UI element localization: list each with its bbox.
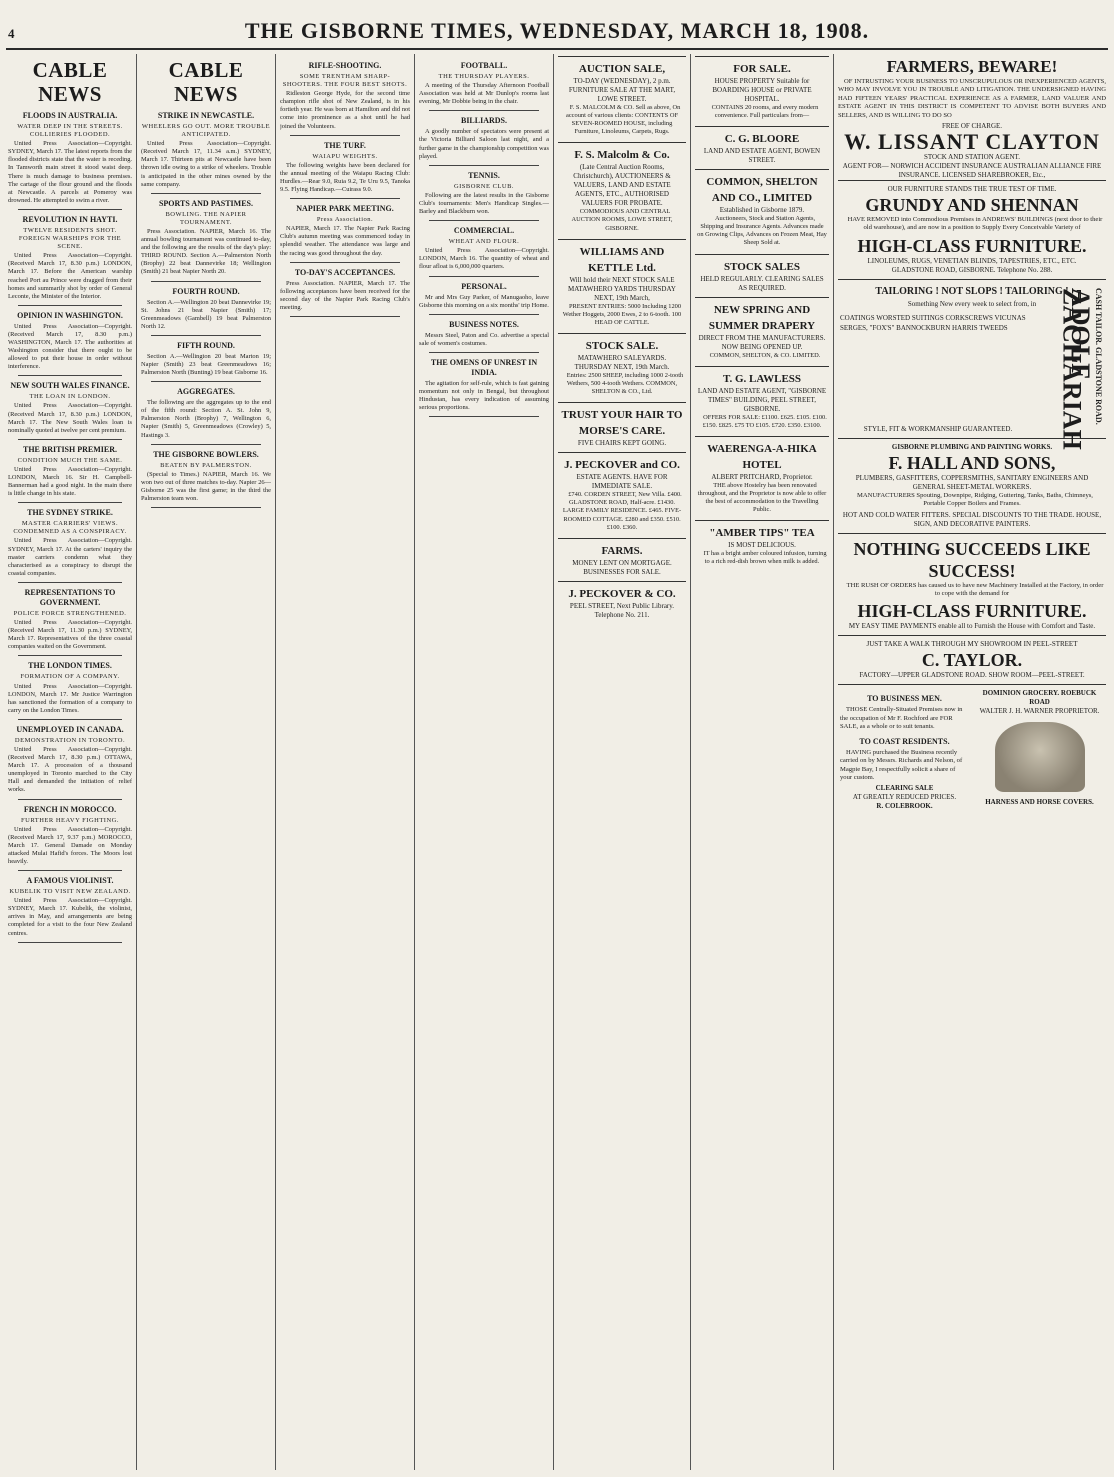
column-divider	[275, 54, 276, 1470]
section-heading: CABLE NEWS	[168, 58, 244, 106]
article	[280, 141, 410, 199]
article	[8, 508, 132, 583]
article-subheading: BEATEN BY PALMERSTON.	[160, 461, 252, 469]
zachariah-vertical-name: ADOLF ZACHARIAH	[1057, 287, 1095, 450]
article-headline: THE GISBORNE BOWLERS.	[153, 449, 259, 459]
article-divider	[151, 381, 261, 382]
clearing-sub: AT GREATLY REDUCED PRICES.	[852, 793, 957, 802]
article-divider	[290, 316, 400, 317]
article-subheading: FURTHER HEAVY FIGHTING.	[21, 816, 119, 824]
article-divider	[18, 870, 122, 871]
article	[280, 61, 410, 136]
masthead	[0, 0, 1114, 48]
success-sub: MY EASY TIME PAYMENTS enable all to Furnish the House with Comfort and Taste.	[848, 622, 1096, 631]
article-divider	[151, 444, 261, 445]
article-body: Section A.—Wellington 20 beat Marton 19; Napier (Smith) 23 beat Greenmeadows 16; Palmerston North (Bunting) 19 beat Gisborne 16.	[141, 352, 271, 377]
article-divider	[151, 193, 261, 194]
ad-subheading: IS MOST DELICIOUS.	[728, 541, 796, 550]
ad-heading: WILLIAMS AND KETTLE Ltd.	[579, 245, 665, 274]
ad-subheading: HELD REGULARLY. CLEARING SALES AS REQUIRED.	[700, 274, 824, 292]
advertisement	[558, 333, 686, 402]
ad-subheading: Established in Gisborne 1879.	[719, 206, 805, 215]
column-divider	[553, 54, 554, 1470]
hall-heading: GISBORNE PLUMBING AND PAINTING WORKS.	[891, 442, 1053, 451]
ad-heading: F. S. Malcolm & Co.	[574, 149, 670, 162]
farmers-text: OF INTRUSTING YOUR BUSINESS TO UNSCRUPULOUS OR INEXPERIENCED AGENTS, WHO MAY INVOLVE YOU IN TROUBLE AND LITIGATION. THE UNDERSIGNED HAVING HAD FIFTEEN YEARS' PRACTICAL EXPERIENCE AS A FARMER, LAND VALUER AND ESTATE AGENT IN THIS DISTRICT IS COMPETENT TO ADVISE BOTH BUYERS AND SELLERS, AND IS WILLING TO DO SO	[838, 78, 1106, 119]
success-furniture: HIGH-CLASS FURNITURE.	[857, 601, 1087, 622]
article-list	[141, 111, 271, 508]
article-body: United Press Association—Copyright. (Received March 17, 8.30 p.m.) LONDON, March 17. The New South Wales loan is nominally quoted at twelve per cent premium.	[8, 402, 132, 434]
article	[141, 387, 271, 444]
column-1-cable-news	[8, 56, 132, 1468]
article-body: The agitation for self-rule, which is fast gaining momentum not only in Bengal, but throughout Hindustan, has every indication of assuming serious proportions.	[419, 379, 549, 412]
hall-name: F. HALL AND SONS,	[888, 452, 1056, 473]
advertisement	[558, 538, 686, 581]
article-body: Messrs Steel, Paton and Co. advertise a special sale of women's costumes.	[419, 331, 549, 347]
ad-body: Entries: 2500 SHEEP, including 1000 2-tooth Wethers, 500 4-tooth Wethers. COMMON, SHELTON & CO., Ltd.	[566, 371, 684, 396]
article-headline: BILLIARDS.	[460, 116, 507, 126]
ad-subheading: FIVE CHAIRS KEPT GOING.	[577, 439, 667, 448]
article-body: United Press Association—Copyright. (Received March 17, 9.37 p.m.) MOROCCO, March 17. General Damade on Monday attacked Mulai Hafid's forces. The Moors lost heavily.	[8, 825, 132, 865]
article-body: United Press Association—Copyright. LONDON, March 16. The quantity of wheat and flour afloat is 6,000,000 quarters.	[419, 247, 549, 271]
farmers-beware-heading: FARMERS, BEWARE!	[886, 57, 1058, 76]
article-body: United Press Association—Copyright. SYDNEY, March 17. At the carters' inquiry the master carriers condemn what they characterised as a conspiracy to disrupt the coastal companies.	[8, 537, 132, 577]
ad-heading: WAERENGA-A-HIKA HOTEL	[707, 442, 817, 471]
advertisement	[558, 239, 686, 333]
article-headline: STRIKE IN NEWCASTLE.	[157, 111, 255, 120]
article-headline: UNEMPLOYED IN CANADA.	[16, 724, 124, 734]
article-list	[280, 61, 410, 317]
advertisement	[558, 56, 686, 142]
taylor-sub: FACTORY—UPPER GLADSTONE ROAD. SHOW ROOM—PEEL-STREET.	[859, 671, 1085, 680]
newspaper-title: THE GISBORNE TIMES, WEDNESDAY, MARCH 18, 1908.	[244, 18, 870, 43]
ad-heading: FARMS.	[601, 544, 643, 557]
article-list	[8, 111, 132, 943]
column-divider	[136, 54, 137, 1470]
article-subheading: WAIAPU WEIGHTS.	[312, 152, 378, 160]
article-body: The following are the aggregates up to the end of the fifth round: Section A. St. John 9, Palmerston North (Brophy) 7, Wellington 6, Napier (Smith) 5, Greenmeadows (Crowley) 5, Hastings 3.	[141, 399, 271, 439]
article	[141, 450, 271, 508]
article-divider	[429, 165, 539, 166]
ad-body: IT has a bright amber coloured infusion, turning to a rich red-dish brown when milk is added.	[703, 550, 827, 566]
article-headline: BUSINESS NOTES.	[449, 319, 519, 329]
article	[8, 805, 132, 872]
clayton-subtitle: STOCK AND STATION AGENT.	[923, 153, 1021, 162]
article-subheading: WHEAT AND FLOUR.	[448, 238, 520, 246]
ad-subheading: MONEY LENT ON MORTGAGE. BUSINESSES FOR SALE.	[572, 558, 672, 576]
advertisement	[695, 366, 829, 436]
business-heading: TO BUSINESS MEN.	[867, 694, 942, 704]
article-headline: AGGREGATES.	[177, 387, 235, 397]
advertisement	[695, 169, 829, 253]
article	[141, 111, 271, 194]
article-headline: OPINION IN WASHINGTON.	[17, 310, 123, 320]
article	[8, 381, 132, 439]
ad-body: PRESENT ENTRIES: 5000 Including 1200 Wether Hoggets, 2000 Ewes, 2 to 6-tooth. 100 HEAD OF CATTLE.	[562, 302, 682, 326]
grundy-furniture: HIGH-CLASS FURNITURE.	[857, 235, 1087, 256]
article-body: United Press Association—Copyright. SYDNEY, March 17. The latest reports from the flooded districts state that the water is receding. In Tamworth main street it stood waist deep. There is much damage to business premises. The cartage of the flour ground and the floods at Newcastle. A parcels at Pomeroy was drowned. He attempted to swim a river.	[8, 140, 132, 204]
article-divider	[18, 719, 122, 720]
article	[141, 199, 271, 282]
article-headline: REPRESENTATIONS TO GOVERNMENT.	[24, 587, 116, 607]
ad-subheading: LAND AND ESTATE AGENT, BOWEN STREET.	[703, 147, 821, 165]
ad-body: THE above Hostelry has been renovated throughout, and the Proprietor is now able to offer the best of accommodation to the Travelling Public.	[697, 481, 827, 514]
advertisement	[695, 297, 829, 366]
article-body: United Press Association—Copyright. (Received March 17, 11.34 a.m.) SYDNEY, March 17. Thirteen pits at Newcastle have been thrown idle owing to a strike of wheelers. Trouble is anticipated in the other mines owned by the same company.	[141, 140, 271, 188]
article-divider	[429, 110, 539, 111]
ad-heading: FOR SALE.	[733, 63, 791, 75]
article-subheading: BOWLING. THE NAPIER TOURNAMENT.	[165, 210, 247, 226]
ad-list	[695, 56, 829, 572]
article-subheading: FORMATION OF A COMPANY.	[20, 673, 120, 681]
article-divider	[18, 439, 122, 440]
article-list	[419, 61, 549, 417]
article-subheading: DEMONSTRATION IN TORONTO.	[14, 736, 126, 744]
taylor-tagline: JUST TAKE A WALK THROUGH MY SHOWROOM IN PEEL-STREET	[866, 640, 1078, 649]
article-headline: COMMERCIAL.	[453, 226, 515, 236]
masthead-rule	[6, 48, 1108, 50]
column-divider	[414, 54, 415, 1470]
ad-heading: J. PECKOVER and CO.	[564, 459, 680, 472]
column-2-cable-news	[141, 56, 271, 1468]
ad-body: COMMODIOUS AND CENTRAL AUCTION ROOMS, LOWE STREET, GISBORNE.	[571, 208, 673, 232]
article-body: Following are the latest results in the Gisborne Club's tournaments: Men's Handicap Singles.—Barley and Blackburn won.	[419, 191, 549, 216]
ad-heading: COMMON, SHELTON AND CO., LIMITED	[706, 176, 818, 205]
article	[280, 268, 410, 317]
harness-footer: HARNESS AND HORSE COVERS.	[985, 798, 1094, 807]
ad-heading: STOCK SALES	[724, 260, 800, 273]
article-body: United Press Association—Copyright. (Received March 17, 8.30 p.m.) LONDON, March 17. Before the American warship reached Port au Prince were dragged from their homes and summarily shot by order of General Leconte, the Minister of the Interior.	[8, 252, 132, 300]
article	[141, 287, 271, 336]
advertisement	[695, 126, 829, 169]
article-divider	[151, 335, 261, 336]
article	[8, 111, 132, 210]
article-subheading: WHEELERS GO OUT. MORE TROUBLE ANTICIPATED.	[141, 123, 271, 139]
article	[419, 61, 549, 111]
grundy-name: GRUNDY AND SHENNAN	[865, 195, 1079, 216]
article-headline: THE OMENS OF UNREST IN INDIA.	[430, 357, 538, 377]
ad-list	[558, 56, 686, 624]
article-body: United Press Association—Copyright. LONDON, March 16. Sir H. Campbell-Bannerman had a good night. In the main there is little change in his state.	[8, 465, 132, 498]
ad-body: OFFERS FOR SALE: £1100. £625. £105. £100. £150. £825. £75 TO £105. £720. £350. £3100.	[702, 413, 827, 429]
ad-subheading: PEEL STREET, Next Public Library. Telephone No. 211.	[569, 601, 675, 619]
ad-body: CONTAINS 20 rooms, and every modern convenience. Full particulars from—	[711, 104, 819, 120]
warner-proprietor: WALTER J. H. WARNER PROPRIETOR.	[979, 707, 1100, 716]
article-subheading: THE THURSDAY PLAYERS.	[438, 73, 530, 80]
article-divider	[429, 416, 539, 417]
article-body: United Press Association—Copyright. (Received March 17, 11.30 p.m.) SYDNEY, March 17. Representatives of the three coastal companies waited on the Government.	[8, 619, 132, 651]
grundy-tagline: OUR FURNITURE STANDS THE TRUE TEST OF TIME.	[887, 185, 1057, 194]
article-subheading: SOME TRENTHAM SHARP-SHOOTERS. THE FOUR BEST SHOTS.	[282, 73, 408, 89]
taylor-name: C. TAYLOR.	[921, 650, 1023, 671]
dominion-grocery: DOMINION GROCERY. ROEBUCK ROAD	[982, 689, 1097, 707]
article-headline: NAPIER PARK MEETING.	[296, 204, 394, 214]
article	[8, 215, 132, 306]
article-subheading: POLICE FORCE STRENGTHENED.	[13, 609, 127, 617]
column-divider	[690, 54, 691, 1470]
ad-heading: STOCK SALE.	[585, 339, 659, 352]
article-headline: THE TURF.	[324, 140, 366, 150]
ad-heading: T. G. LAWLESS	[722, 372, 802, 385]
article-headline: THE BRITISH PREMIER.	[22, 444, 118, 454]
article-body: Press Association. NAPIER, March 17. The following acceptances have been received for the second day of the Napier Park Racing Club's meeting.	[280, 279, 410, 311]
article	[8, 445, 132, 503]
free-of-charge: FREE OF CHARGE.	[941, 122, 1003, 131]
article-headline: NEW SOUTH WALES FINANCE.	[10, 381, 130, 391]
article-subheading: THE LOAN IN LONDON.	[29, 393, 111, 401]
column-divider	[833, 54, 834, 1470]
article-subheading: GISBORNE CLUB.	[453, 182, 515, 190]
article-body: United Press Association—Copyright. (Received March 17, 8.30 p.m.) OTTAWA, March 17. A procession of a thousand unemployed in Toronto marched to the City Hall and demanded the initiation of relief works.	[8, 745, 132, 794]
article-body: Ridleston George Hyde, for the second time champion rifle shot of New Zealand, is in his fortieth year. He was born at Hamilton and did not come into prominence as a shot until he had joined the Volunteers.	[280, 90, 410, 130]
article	[8, 311, 132, 377]
ad-body: F. S. MALCOLM & CO. Sell as above, On account of various clients: CONTENTS OF SEVEN-ROOMED HOUSE, including Furniture, Linoleums, Carpets, Rugs.	[566, 104, 681, 136]
article-body: Mr and Mrs Guy Parker, of Manugaoho, leave Gisborne this morning on a six months' trip Home.	[419, 293, 549, 309]
column-6-advertisements	[695, 56, 829, 1468]
article-divider	[429, 352, 539, 353]
article-headline: FLOODS IN AUSTRALIA.	[22, 111, 118, 120]
clearing-sale: CLEARING SALE	[875, 784, 934, 793]
article-headline: THE SYDNEY STRIKE.	[27, 508, 113, 518]
article	[419, 320, 549, 353]
grundy-items: LINOLEUMS, RUGS, VENETIAN BLINDS, TAPESTRIES, ETC., ETC.	[867, 256, 1077, 265]
article-divider	[18, 799, 122, 800]
article-subheading: TWELVE RESIDENTS SHOT. FOREIGN WARSHIPS FOR THE SCENE.	[18, 226, 122, 251]
article	[8, 661, 132, 719]
advertisement	[695, 436, 829, 520]
hall-sub: PLUMBERS, GASFITTERS, COPPERSMITHS, SANITARY ENGINEERS AND GENERAL SHEET-METAL WORKERS.	[855, 473, 1089, 491]
article-divider	[290, 135, 400, 136]
column-7-advertisements	[838, 56, 1106, 1468]
column-3-sports	[280, 56, 410, 1468]
article-subheading: CONDITION MUCH THE SAME.	[17, 456, 123, 464]
article-headline: FOURTH ROUND.	[172, 286, 240, 296]
article-body: A meeting of the Thursday Afternoon Football Association was held at Mr Dunlop's rooms last evening, Mr Dobbie being in the chair.	[419, 82, 549, 106]
article-divider	[18, 942, 122, 943]
tailoring-heading: TAILORING ! NOT SLOPS ! TAILORING !	[875, 285, 1069, 297]
hall-text: MANUFACTURERS Spouting, Downpipe, Ridging, Guttering, Tanks, Baths, Chimneys, Portable Copper Boilers and Frames.	[857, 491, 1093, 508]
tailoring-sub: Something New every week to select from, in	[907, 299, 1037, 308]
article-body: United Press Association—Copyright. SYDNEY, March 17. Kubelik, the violinist, arrives in May, and arrangements are being completed for a visit to the four New Zealand centres.	[8, 897, 132, 937]
article-body: United Press Association—Copyright. (Received March 17, 8.30 p.m.) WASHINGTON, March 17. The authorities at Washington consider that there ought to be allowed to put their house in order without interference.	[8, 322, 132, 371]
article-headline: TO-DAY'S ACCEPTANCES.	[294, 267, 396, 277]
section-heading: CABLE NEWS	[32, 58, 108, 106]
ad-heading: NEW SPRING AND SUMMER DRAPERY	[708, 303, 816, 332]
article-divider	[290, 198, 400, 199]
article-headline: RIFLE-SHOOTING.	[308, 61, 382, 70]
article	[419, 116, 549, 165]
article-body: Press Association. NAPIER, March 16. The annual bowling tournament was continued to-day, and the following are the results of the day's play: THIRD ROUND. Section A.—Palmerston North (Brophy) 22 beat Dannevirke 18; Wellington (Smith) 21 beat Napier North 20.	[141, 227, 271, 276]
ad-heading: "AMBER TIPS" TEA	[709, 527, 815, 540]
article-headline: REVOLUTION IN HAYTI.	[22, 214, 118, 224]
article-subheading: Press Association.	[316, 216, 374, 224]
article	[419, 282, 549, 315]
article-subheading: WATER DEEP IN THE STREETS. COLLIERIES FLOODED.	[17, 123, 123, 139]
ad-subheading: DIRECT FROM THE MANUFACTURERS. NOW BEING OPENED UP.	[698, 333, 826, 351]
advertisement	[695, 520, 829, 572]
advertisement	[695, 56, 829, 126]
article	[141, 341, 271, 382]
coast-text: HAVING purchased the Business recently carried on by Messrs. Richards and Nelson, of Magpie Bay, I respectfully solicit a share of your custom.	[840, 748, 963, 781]
clayton-agencies: AGENT FOR— NORWICH ACCIDENT INSURANCE AUSTRALIAN ALLIANCE FIRE INSURANCE. LICENSED SHAREBROKER, Etc.,	[842, 162, 1102, 180]
coast-heading: TO COAST RESIDENTS.	[859, 736, 950, 746]
ad-heading: C. G. BLOORE	[724, 133, 800, 146]
article-headline: FRENCH IN MOROCCO.	[23, 804, 117, 814]
colebrook-name: R. COLEBROOK.	[876, 802, 933, 811]
article-body: Section A.—Wellington 20 beat Dannevirke 19; St. Johns 21 beat Napier (Smith) 17; Greenmeadows (Gambell) 19 beat Palmerston North 12.	[141, 298, 271, 330]
ad-subheading: ALBERT PRITCHARD, Proprietor.	[711, 472, 813, 481]
success-heading: NOTHING SUCCEEDS LIKE SUCCESS!	[853, 538, 1091, 581]
article-divider	[151, 507, 261, 508]
business-text: THOSE Centrally-Situated Premises now in the occupation of Mr F. Rochford are FOR SALE, as a whole or to suit tenants.	[840, 706, 963, 731]
column-4-news	[419, 56, 549, 1468]
article-headline: TENNIS.	[468, 170, 500, 180]
tailoring-footer: STYLE, FIT & WORKMANSHIP GUARANTEED.	[863, 424, 1013, 433]
advertisement	[558, 142, 686, 238]
article-body: NAPIER, March 17. The Napier Park Racing Club's autumn meeting was commenced today in splendid weather. The attendance was large and the racing was good throughout the day.	[280, 225, 410, 257]
article-divider	[429, 314, 539, 315]
ad-subheading: LAND AND ESTATE AGENT, "GISBORNE TIMES" BUILDING, PEEL STREET, GISBORNE.	[697, 386, 827, 413]
article	[8, 876, 132, 943]
article-headline: THE LONDON TIMES.	[28, 661, 112, 671]
success-text: THE RUSH OF ORDERS has caused us to have new Machinery Installed at the Factory, in order to cope with the demand for	[846, 581, 1104, 598]
article-divider	[18, 209, 122, 210]
article-headline: SPORTS AND PASTIMES.	[158, 198, 254, 208]
advertisement	[558, 581, 686, 624]
ad-heading: AUCTION SALE,	[578, 63, 666, 75]
article-body: A goodly number of spectators were present at the Victoria Billiard Saloon last night, and a further game in the championship competition was played.	[419, 128, 549, 160]
article	[8, 588, 132, 656]
ad-subheading: HOUSE PROPERTY Suitable for BOARDING HOUSE or PRIVATE HOSPITAL.	[712, 77, 812, 103]
article-divider	[18, 375, 122, 376]
article-divider	[429, 220, 539, 221]
article-divider	[18, 655, 122, 656]
ad-body: COMMON, SHELTON, & CO. LIMITED.	[709, 351, 821, 359]
article	[8, 725, 132, 800]
hall-extra: HOT AND COLD WATER FITTERS. SPECIAL DISCOUNTS TO THE TRADE. HOUSE, SIGN, AND DECORATIVE PAINTERS.	[842, 510, 1102, 528]
article-subheading: KUBELIK TO VISIT NEW ZEALAND.	[9, 888, 131, 896]
ad-subheading: ESTATE AGENTS. HAVE FOR IMMEDIATE SALE.	[576, 473, 668, 491]
article	[280, 204, 410, 262]
article-divider	[429, 276, 539, 277]
ad-body: £740. CORDEN STREET, New Villa. £400. GLADSTONE ROAD, Half-acre. £1430. LARGE FAMILY RESIDENCE. £465. FIVE-ROOMED COTTAGE. £280 and £350. £510. £100. £360.	[562, 491, 682, 531]
article-divider	[290, 262, 400, 263]
article-headline: A FAMOUS VIOLINIST.	[26, 876, 114, 886]
ad-subheading: TO-DAY (WEDNESDAY), 2 p.m. FURNITURE SALE AT THE MART, LOWE STREET.	[568, 77, 676, 103]
article-subheading: MASTER CARRIERS' VIEWS. CONDEMNED AS A CONSPIRACY.	[13, 520, 127, 536]
article-body: The following weights have been declared for the annual meeting of the Waiapu Racing Club: Hurdles.—Rear 9.0, Ruia 9.2, Te Uru 9.5, Tanoka 9.5. Flying Handicap.—Cuirass 9.0.	[280, 161, 410, 194]
article-divider	[18, 305, 122, 306]
article-body: (Special to Times.) NAPIER, March 16. We won two out of three matches to-day. Napier 26—Gisborne 25 was the first game; in the third the Palmerston team won.	[141, 470, 271, 502]
ad-subheading: MATAWHERO SALEYARDS. THURSDAY NEXT, 19th March.	[574, 353, 670, 371]
tailoring-items: COATINGS WORSTED SUITINGS CORKSCREWS VICUNAS SERGES, "FOX'S" BANNOCKBURN HARRIS TWEEDS	[840, 313, 1026, 332]
article	[419, 358, 549, 417]
zachariah-vertical-address: CASH TAILOR. GLADSTONE ROAD.	[1094, 287, 1103, 425]
column-5-advertisements	[558, 56, 686, 1468]
page-number: 4	[8, 26, 15, 41]
saddle-illustration	[995, 722, 1085, 792]
grundy-footer: GLADSTONE ROAD, GISBORNE. Telephone No. 288.	[891, 265, 1053, 274]
ad-heading: J. PECKOVER & CO.	[568, 587, 676, 600]
grundy-text: HAVE REMOVED into Commodious Premises in ANDREWS' BUILDINGS (next door to their old warehouse), and are now in a position to Supply Every Conceivable Variety of	[847, 216, 1103, 232]
article-divider	[18, 502, 122, 503]
article-headline: FIFTH ROUND.	[177, 340, 235, 350]
ad-body: Auctioneers, Stock and Station Agents, Shipping and Insurance Agents. Advances made on Growing Clips, Advances on Frozen Meat, Hay Sheep Sold at.	[697, 215, 827, 247]
article-divider	[18, 582, 122, 583]
ad-subheading: (Late Central Auction Rooms, Christchurch), AUCTIONEERS & VALUERS, LAND AND ESTATE AGENTS, ETC., AUTHORISED VALUERS FOR PROBATE.	[573, 163, 671, 208]
advertisement	[558, 402, 686, 452]
article-divider	[151, 281, 261, 282]
advertisement	[695, 254, 829, 297]
article	[419, 171, 549, 221]
article-headline: PERSONAL.	[461, 281, 507, 291]
ad-heading: TRUST YOUR HAIR TO MORSE'S CARE.	[561, 409, 683, 438]
article-body: United Press Association—Copyright. LONDON, March 17. Mr Justice Warrington has sanctioned the formation of a company to carry on the London Times.	[8, 682, 132, 714]
ad-subheading: Will hold their NEXT STOCK SALE MATAWHERO YARDS THURSDAY NEXT, 19th March,	[568, 275, 676, 302]
article	[419, 226, 549, 276]
article-headline: FOOTBALL.	[460, 61, 508, 70]
lissant-clayton-name: W. LISSANT CLAYTON	[844, 129, 1100, 155]
advertisement	[558, 452, 686, 537]
